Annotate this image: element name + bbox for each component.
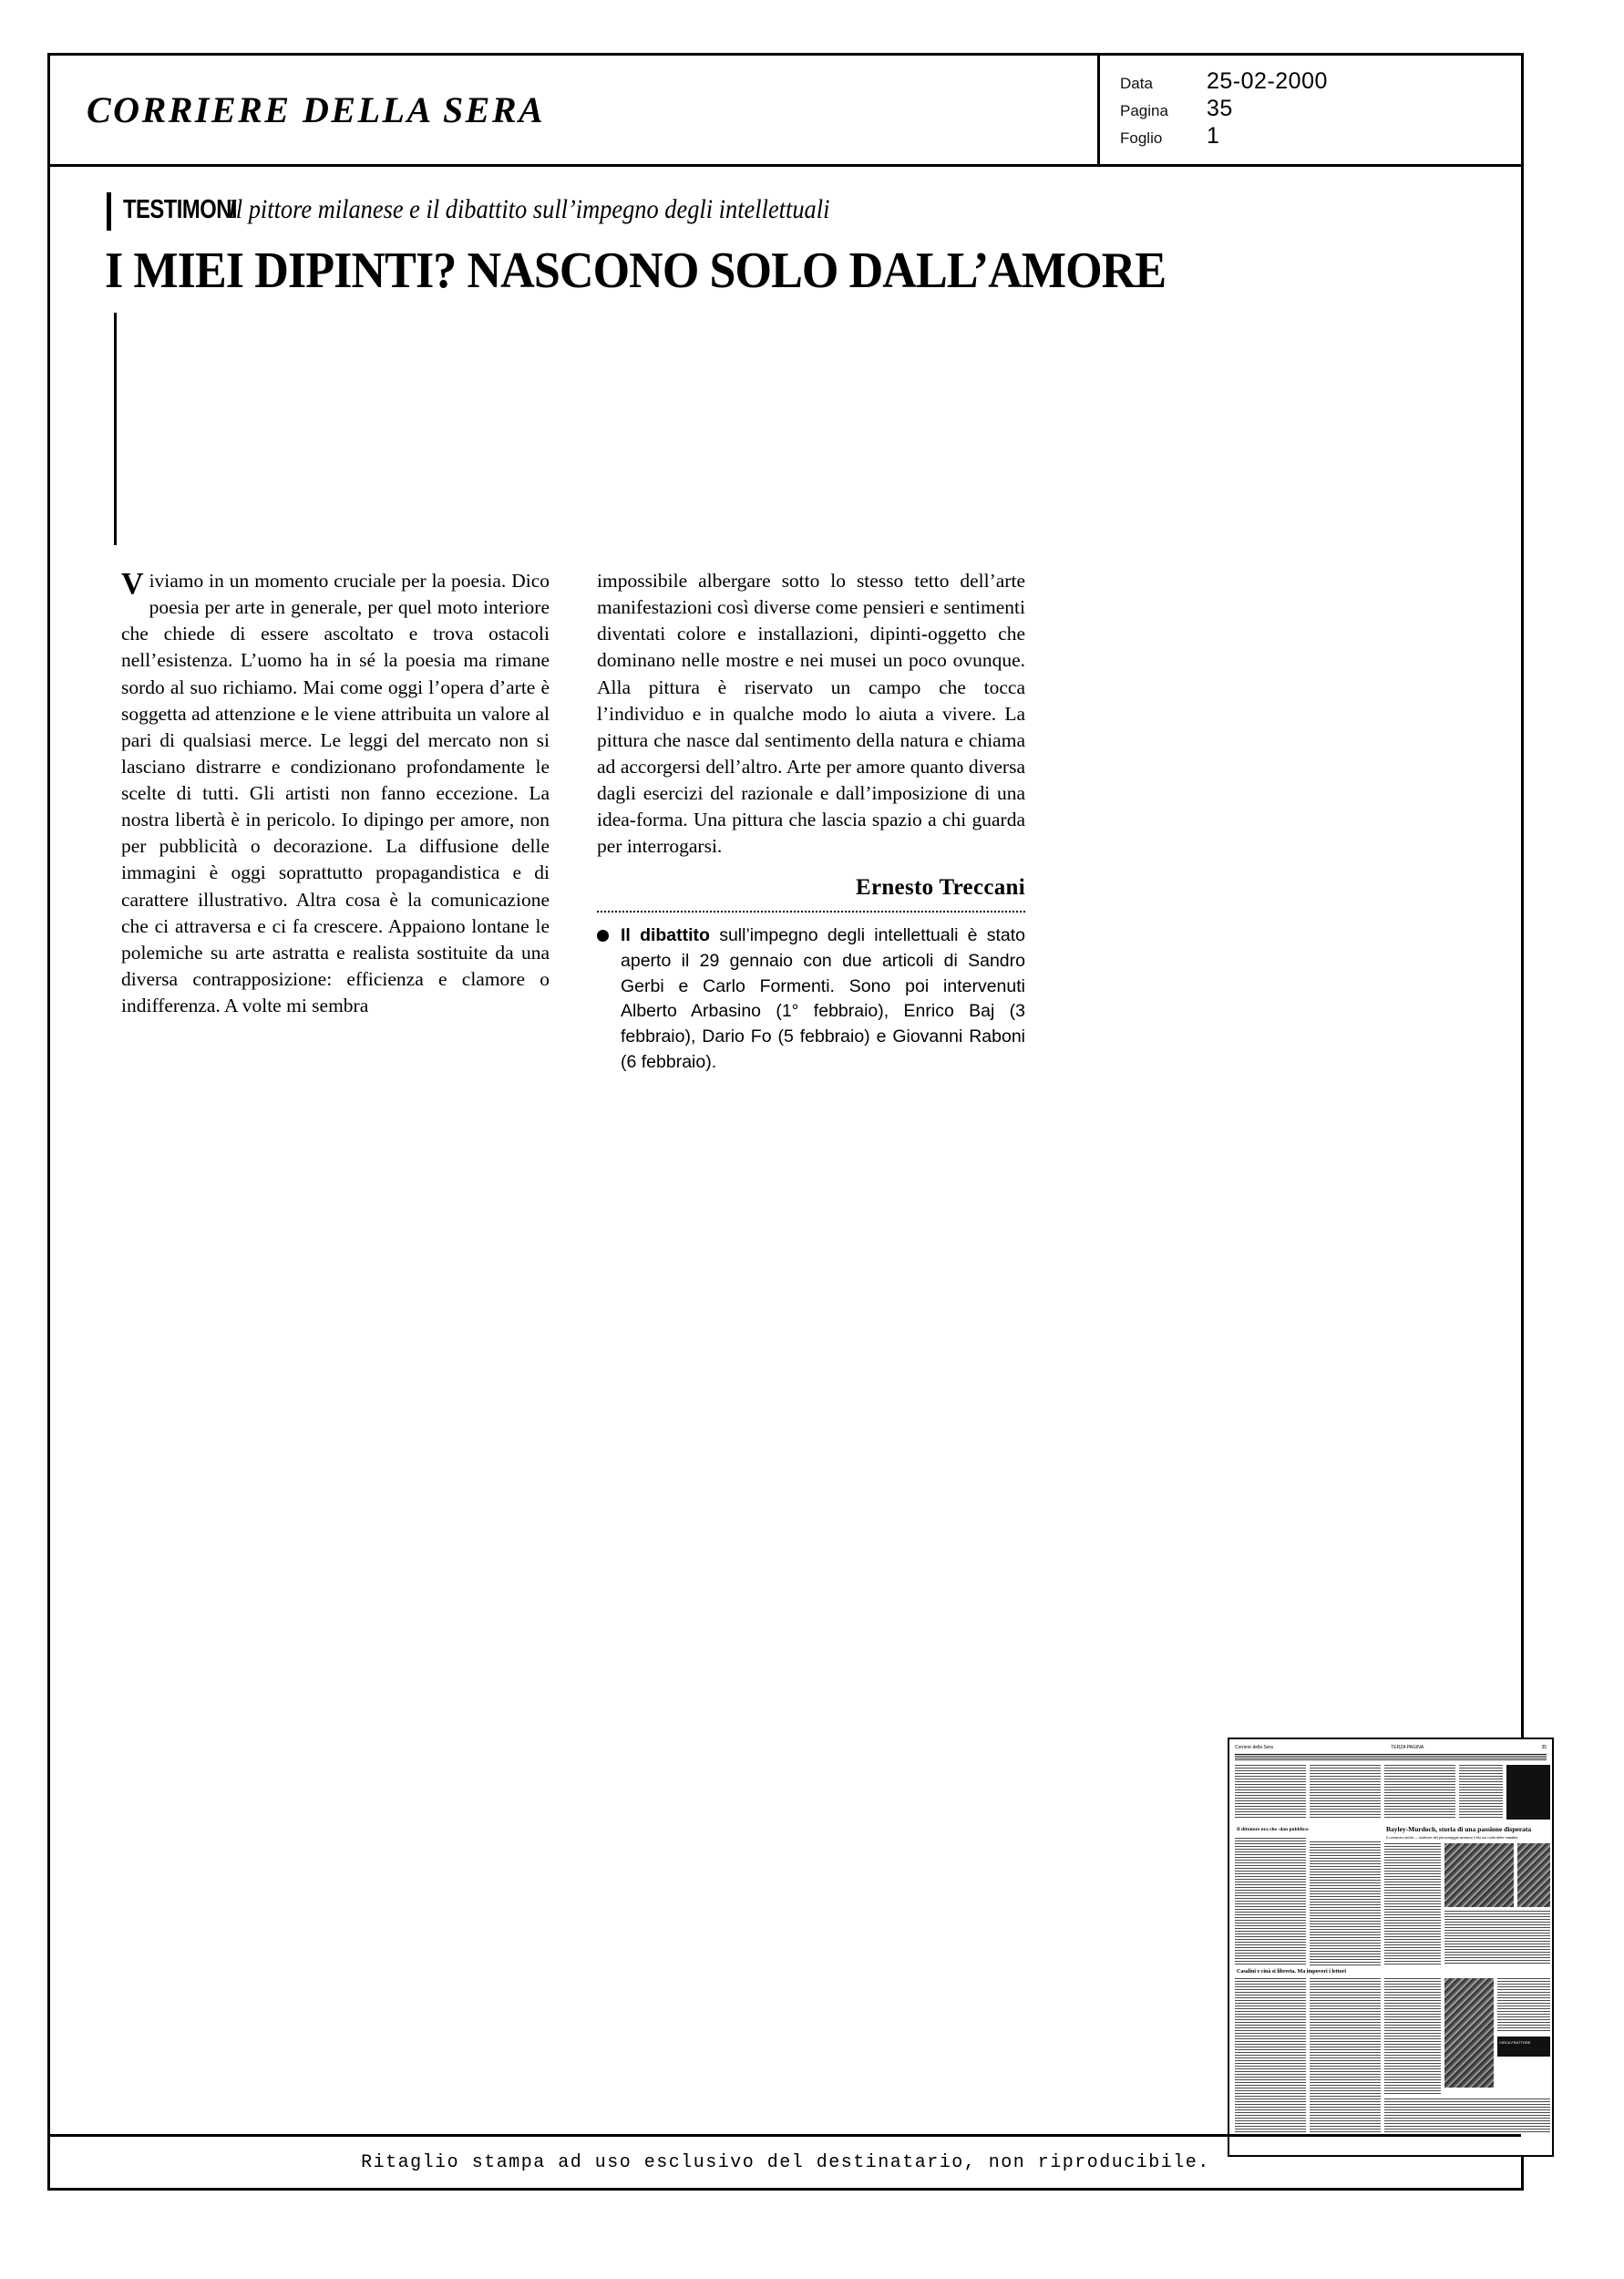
drop-cap: V — [121, 567, 144, 601]
thumbnail-text-block — [1310, 1841, 1381, 1965]
editor-note — [597, 923, 1025, 1075]
thumbnail-header-center: TERZA PAGINA — [1391, 1745, 1424, 1750]
meta-value-foglio: 1 — [1207, 123, 1220, 149]
meta-label-foglio: Foglio — [1120, 129, 1163, 147]
article-column-right — [597, 568, 1025, 1075]
thumbnail-photo — [1444, 1843, 1514, 1907]
editor-note-lead: Il dibattito — [621, 925, 710, 946]
thumbnail-box-title: CIRCA FRATTORE — [1499, 2040, 1531, 2045]
thumbnail-header-right: 35 — [1541, 1745, 1547, 1750]
thumbnail-header-left: Corriere della Sera — [1235, 1745, 1273, 1750]
masthead — [50, 56, 1521, 167]
thumbnail-photo — [1517, 1843, 1550, 1907]
dotted-separator — [597, 911, 1025, 913]
meta-label-data: Data — [1120, 75, 1153, 92]
page-thumbnail — [1228, 1738, 1554, 2157]
thumbnail-band — [1235, 1756, 1547, 1761]
thumbnail-text-block — [1310, 1978, 1381, 2133]
footer-notice-text: Ritaglio stampa ad uso esclusivo del destinatario, non riproducibile. — [361, 2151, 1210, 2173]
thumbnail-story-subtitle: Il romanzo-verità — scrittore del personaggio anziano il filo sul nulla delle malattia — [1386, 1835, 1518, 1840]
thumbnail-text-block — [1384, 1843, 1441, 1965]
newspaper-title: CORRIERE DELLA SERA — [87, 89, 546, 130]
article-text-right: impossibile albergare sotto lo stesso tetto dell’arte manifestazioni così diverse come pensieri e sentimenti diventati colore e installazioni, dipinti-oggetto che dominano nelle mostre e nei musei un poco ovunque. Alla pittura è riservato un campo che tocca l’individuo e in qualche modo lo aiuta a vivere. La pittura che nasce dal sentimento della natura e chiama ad accorgersi dell’altro. Arte per amore quanto diversa dagli esercizi del razionale e dall’imposizione di una idea-forma. Una pittura che lascia spazio a chi guarda per interrogarsi. — [597, 570, 1025, 858]
thumbnail-dark-panel — [1506, 1765, 1550, 1820]
meta-row-foglio — [1120, 123, 1521, 150]
column-divider-rule — [114, 313, 117, 545]
article-column-left — [121, 568, 550, 1019]
thumbnail-text-block — [1235, 1765, 1306, 1820]
thumbnail-text-block — [1384, 2099, 1550, 2133]
meta-row-pagina — [1120, 96, 1521, 123]
thumbnail-photo — [1444, 1978, 1494, 2088]
thumbnail-header — [1235, 1745, 1547, 1755]
thumbnail-text-block — [1235, 1838, 1306, 1965]
thumbnail-story-title: Bayley-Murdoch, storia di una passione disperata — [1386, 1825, 1532, 1833]
thumbnail-text-block — [1444, 1911, 1550, 1964]
thumbnail-text-block — [1235, 1978, 1306, 2133]
kicker-label: TESTIMONI — [123, 195, 238, 224]
thumbnail-left-title: Il dittatore ora che -dan pubblico- — [1237, 1827, 1310, 1832]
footer-notice-bar — [50, 2134, 1521, 2188]
meta-value-pagina: 35 — [1207, 96, 1233, 121]
article-body-left — [121, 568, 550, 1019]
thumbnail-text-block — [1384, 1978, 1441, 2095]
page-thumbnail-inner — [1233, 1743, 1548, 2151]
thumbnail-text-block — [1459, 1765, 1503, 1820]
thumbnail-text-block — [1497, 1978, 1550, 2033]
bullet-icon — [597, 930, 609, 942]
article-text-left: iviamo in un momento cruciale per la poesia. Dico poesia per arte in generale, per quel moto interiore che chiede di essere ascoltato e trova ostacoli nell’esistenza. L’uomo ha in sé la poesia ma rimane sordo al suo richiamo. Mai come oggi l’opera d’arte è soggetta ad attenzione e le viene attribuita un valore al pari di qualsiasi merce. Le leggi del mercato non si lasciano distrarre e condizionano profondamente le scelte di tutti. Gli artisti non fanno eccezione. La nostra libertà è in pericolo. Io dipingo per amore, non per pubblicità o decorazione. La diffusione delle immagini è oggi soprattutto propagandistica e di carattere illustrativo. Altra cosa è la comunicazione che ci attraversa e ci fa crescere. Appaiono lontane le polemiche su arte astratta e realista sostituite da una diversa contrapposizione: efficienza e clamore o indifferenza. A volte mi sembra — [121, 570, 550, 1016]
meta-label-pagina: Pagina — [1120, 102, 1168, 119]
editor-note-text: sull’impegno degli intellettuali è stato aperto il 29 gennaio con due articoli di Sandro Gerbi e Carlo Formenti. Sono poi intervenuti Alberto Arbasino (1° febbraio), Enrico Baj (3 febbraio), Dario Fo (5 febbraio) e Giovanni Raboni (6 febbraio). — [621, 925, 1025, 1072]
clipping-meta-box — [1097, 56, 1521, 164]
thumbnail-text-block — [1384, 1765, 1455, 1820]
headline: I MIEI DIPINTI? NASCONO SOLO DALL’AMORE — [105, 242, 1167, 299]
document-page — [47, 53, 1547, 2191]
thumbnail-text-block — [1310, 1765, 1381, 1820]
meta-row-data — [1120, 68, 1521, 96]
byline: Ernesto Treccani — [855, 875, 1025, 901]
meta-value-data: 25-02-2000 — [1207, 68, 1328, 94]
kicker — [107, 194, 1036, 225]
thumbnail-bottom-title: Casalini e cinà si libreria. Ma impoveri i lettori — [1237, 1969, 1347, 1975]
kicker-text: Il pittore milanese e il dibattito sull’impegno degli intellettuali — [227, 194, 829, 224]
